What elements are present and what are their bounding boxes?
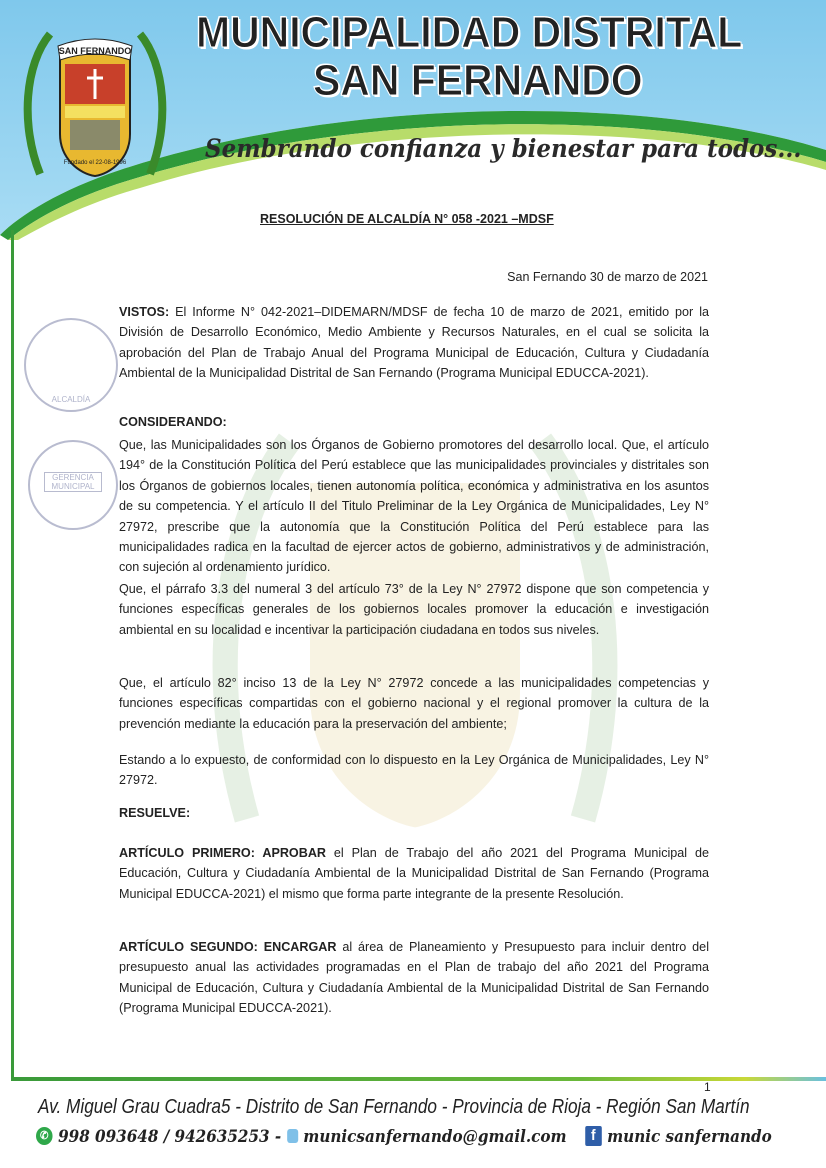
- considerando-paragraph-2: Que, el párrafo 3.3 del numeral 3 del artículo 73° de la Ley N° 27972 dispone que son competencia y funciones específicas generales de los gobiernos locales promover la educación e investigación ambiental en su localidad e incentivar la participación ciudadana en todos sus niveles.: [119, 582, 709, 637]
- whatsapp-icon: ✆: [36, 1127, 53, 1145]
- slogan: Sembrando confianza y bienestar para todos...: [205, 134, 802, 163]
- municipality-title-line2: SAN FERNANDO: [313, 56, 643, 105]
- resuelve-heading: RESUELVE:: [119, 806, 191, 820]
- resolution-title: RESOLUCIÓN DE ALCALDÍA N° 058 -2021 –MDSF: [260, 212, 554, 226]
- document-date: San Fernando 30 de marzo de 2021: [507, 270, 708, 284]
- alcaldia-stamp: ALCALDÍA: [24, 318, 118, 412]
- considerando-paragraph-1: Que, las Municipalidades son los Órganos de Gobierno promotores del desarrollo local. Que, el artículo 194° de la Constitución Política del Perú establece que las municipalidades provinciales y distritales son los Órganos de gobiernos locales, tienen autonomía política, económica y administrativa en los asuntos de su competencia. Y el artículo II del Titulo Preliminar de la Ley Orgánica de Municipalidades, Ley N° 27972, prescribe que la autonomía que la Constitución Política del Perú establece para las municipalidades radica en la facultad de ejercer actos de gobierno, administrativos y de administración, con sujeción al ordenamiento jurídico.: [119, 438, 709, 575]
- page-number: 1: [704, 1080, 711, 1094]
- facebook-icon: f: [585, 1126, 602, 1146]
- considerando-paragraph-4: Estando a lo expuesto, de conformidad con lo dispuesto en la Ley Orgánica de Municipalidades, Ley N° 27972.: [119, 753, 709, 788]
- email-icon: [287, 1129, 298, 1143]
- vistos-paragraph: VISTOS: El Informe N° 042-2021–DIDEMARN/MDSF de fecha 10 de marzo de 2021, emitido por la División de Desarrollo Económico, Medio Ambiente y Recursos Naturales, en el cual se solicita la aprobación del Plan de Trabajo Anual del Programa Municipal de Educación, Cultura y Ciudadanía Ambiental de la Municipalidad Distrital de San Fernando (Programa Municipal EDUCCA-2021).: [119, 305, 709, 381]
- gerencia-stamp: GERENCIA MUNICIPAL: [28, 440, 118, 530]
- svg-text:Fundado el 22-08-1996: Fundado el 22-08-1996: [63, 160, 127, 166]
- page-frame-left: [11, 230, 14, 1080]
- footer-email[interactable]: municsanfernando@gmail.com: [303, 1126, 567, 1146]
- municipality-title-line1: MUNICIPALIDAD DISTRITAL: [196, 8, 743, 57]
- footer-contact: [36, 1126, 772, 1146]
- letterhead: [0, 0, 826, 240]
- footer-phones: 998 093648 / 942635253 -: [58, 1126, 282, 1146]
- footer-address: Av. Miguel Grau Cuadra5 - Distrito de San Fernando - Provincia de Rioja - Región San Martín: [38, 1096, 750, 1118]
- considerando-heading: CONSIDERANDO:: [119, 415, 227, 429]
- svg-text:SAN FERNANDO: SAN FERNANDO: [58, 46, 132, 56]
- articulo-segundo: ARTÍCULO SEGUNDO: ENCARGAR al área de Planeamiento y Presupuesto para incluir dentro del presupuesto anual las actividades programadas en el Plan de trabajo del año 2021 del Programa Municipal de Educación, Cultura y Ciudadanía Ambiental de la Municipalidad Distrital de San Fernando (Programa Municipal EDUCCA-2021).: [119, 940, 709, 1016]
- municipal-seal: [20, 14, 170, 184]
- considerando-paragraph-3: Que, el artículo 82° inciso 13 de la Ley N° 27972 concede a las municipalidades competencias y funciones específicas compartidas con el gobierno nacional y el regional promover la cultura de la prevención mediante la educación para la preservación del ambiente;: [119, 676, 709, 731]
- articulo-primero: ARTÍCULO PRIMERO: APROBAR el Plan de Trabajo del año 2021 del Programa Municipal de Educación, Cultura y Ciudadanía Ambiental de la Municipalidad Distrital de San Fernando (Programa Municipal EDUCCA-2021) el mismo que forma parte integrante de la presente Resolución.: [119, 846, 709, 901]
- footer-facebook[interactable]: munic sanfernando: [607, 1126, 772, 1146]
